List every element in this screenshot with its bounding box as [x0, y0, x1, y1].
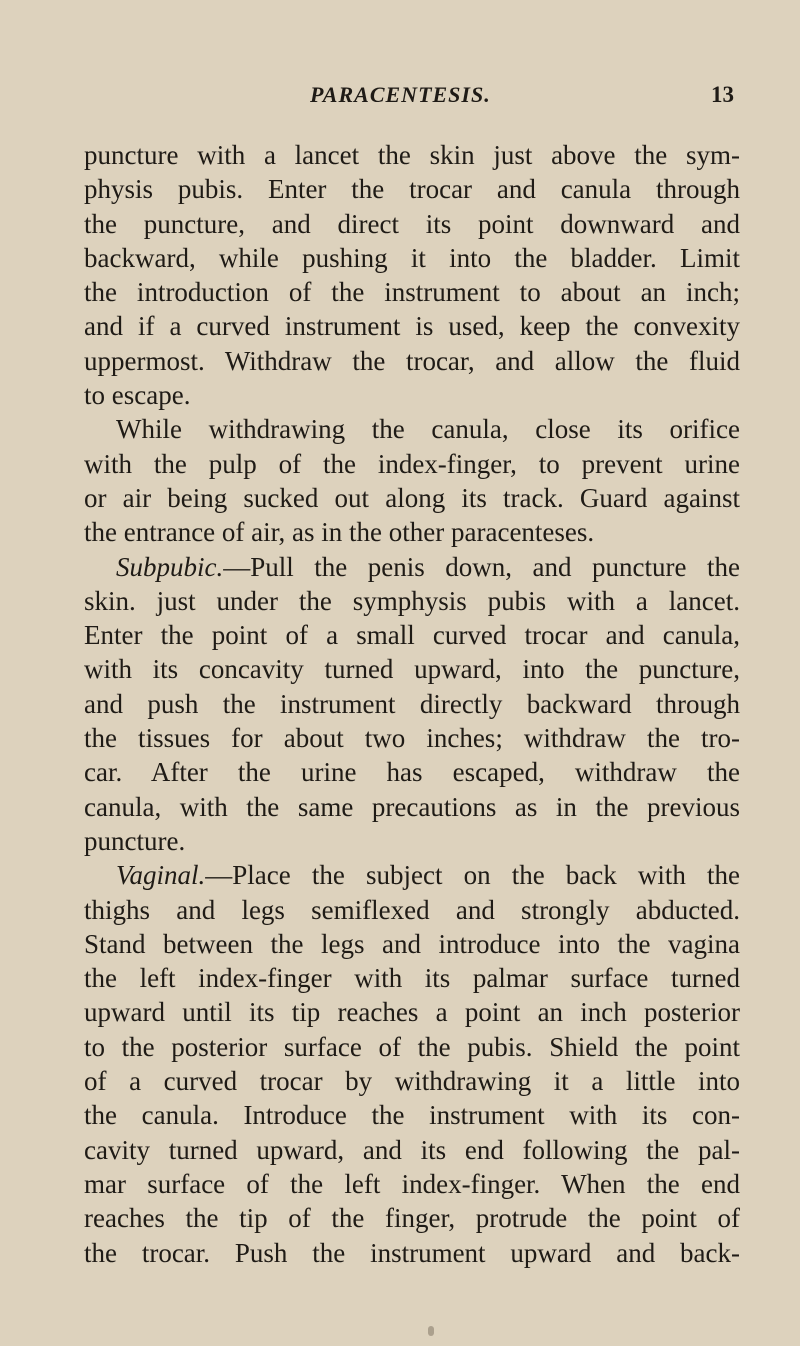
body-text — [84, 138, 740, 1270]
text-line: upward until its tip reaches a point an inch posterior — [84, 997, 740, 1028]
text-line: uppermost. Withdraw the trocar, and allow the fluid — [84, 345, 740, 376]
running-head — [84, 82, 736, 114]
text-line: car. After the urine has escaped, withdraw the — [84, 757, 740, 788]
text-line: and if a curved instrument is used, keep the convexity — [84, 311, 740, 342]
text-line: and push the instrument directly backward through — [84, 688, 740, 719]
text-line: the introduction of the instrument to about an inch; — [84, 277, 740, 308]
text-line: skin. just under the symphysis pubis with a lancet. — [84, 585, 740, 616]
paper-speck — [428, 1326, 434, 1336]
text-line: puncture. — [84, 825, 186, 856]
text-line: of a curved trocar by withdrawing it a little into — [84, 1066, 740, 1097]
text-line: the trocar. Push the instrument upward and back- — [84, 1237, 740, 1268]
text-line: canula, with the same precautions as in the previous — [84, 791, 740, 822]
text-line: mar surface of the left index-finger. When the end — [84, 1168, 740, 1199]
text-line: with the pulp of the index-finger, to prevent urine — [84, 448, 740, 479]
text-line: the entrance of air, as in the other paracenteses. — [84, 517, 595, 548]
text-line: the tissues for about two inches; withdraw the tro- — [84, 723, 740, 754]
page-number: 13 — [711, 82, 734, 107]
text-line: physis pubis. Enter the trocar and canula through — [84, 174, 740, 205]
text-line: While withdrawing the canula, close its orifice — [116, 414, 740, 445]
text-line: reaches the tip of the finger, protrude the point of — [84, 1203, 740, 1234]
text-line: to escape. — [84, 380, 191, 411]
paragraph-vaginal — [84, 858, 740, 1270]
text-line: Stand between the legs and introduce into the vagina — [84, 928, 740, 959]
text-line: or air being sucked out along its track. Guard against — [84, 482, 740, 513]
paragraph — [84, 412, 740, 549]
text-line: the puncture, and direct its point downward and — [84, 208, 740, 239]
running-title: PARACENTESIS. — [310, 82, 491, 107]
text-line: to the posterior surface of the pubis. Shield the point — [84, 1031, 740, 1062]
text-line — [84, 550, 740, 584]
text-run: —Pull the penis down, and puncture the — [223, 551, 740, 582]
text-line: thighs and legs semiflexed and strongly abducted. — [84, 894, 740, 925]
text-line — [84, 858, 740, 892]
paragraph — [84, 138, 740, 412]
section-lead: Subpubic. — [116, 551, 224, 582]
text-line: backward, while pushing it into the bladder. Limit — [84, 242, 740, 273]
section-lead: Vaginal. — [116, 860, 206, 891]
text-run: —Place the subject on the back with the — [205, 860, 740, 891]
text-line: Enter the point of a small curved trocar and canula, — [84, 620, 740, 651]
text-line: with its concavity turned upward, into the puncture, — [84, 654, 740, 685]
text-line: the left index-finger with its palmar surface turned — [84, 963, 740, 994]
text-line: cavity turned upward, and its end following the pal- — [84, 1134, 740, 1165]
paragraph-subpubic — [84, 550, 740, 859]
text-line: the canula. Introduce the instrument with its con- — [84, 1100, 740, 1131]
text-line: puncture with a lancet the skin just above the sym- — [84, 140, 740, 170]
